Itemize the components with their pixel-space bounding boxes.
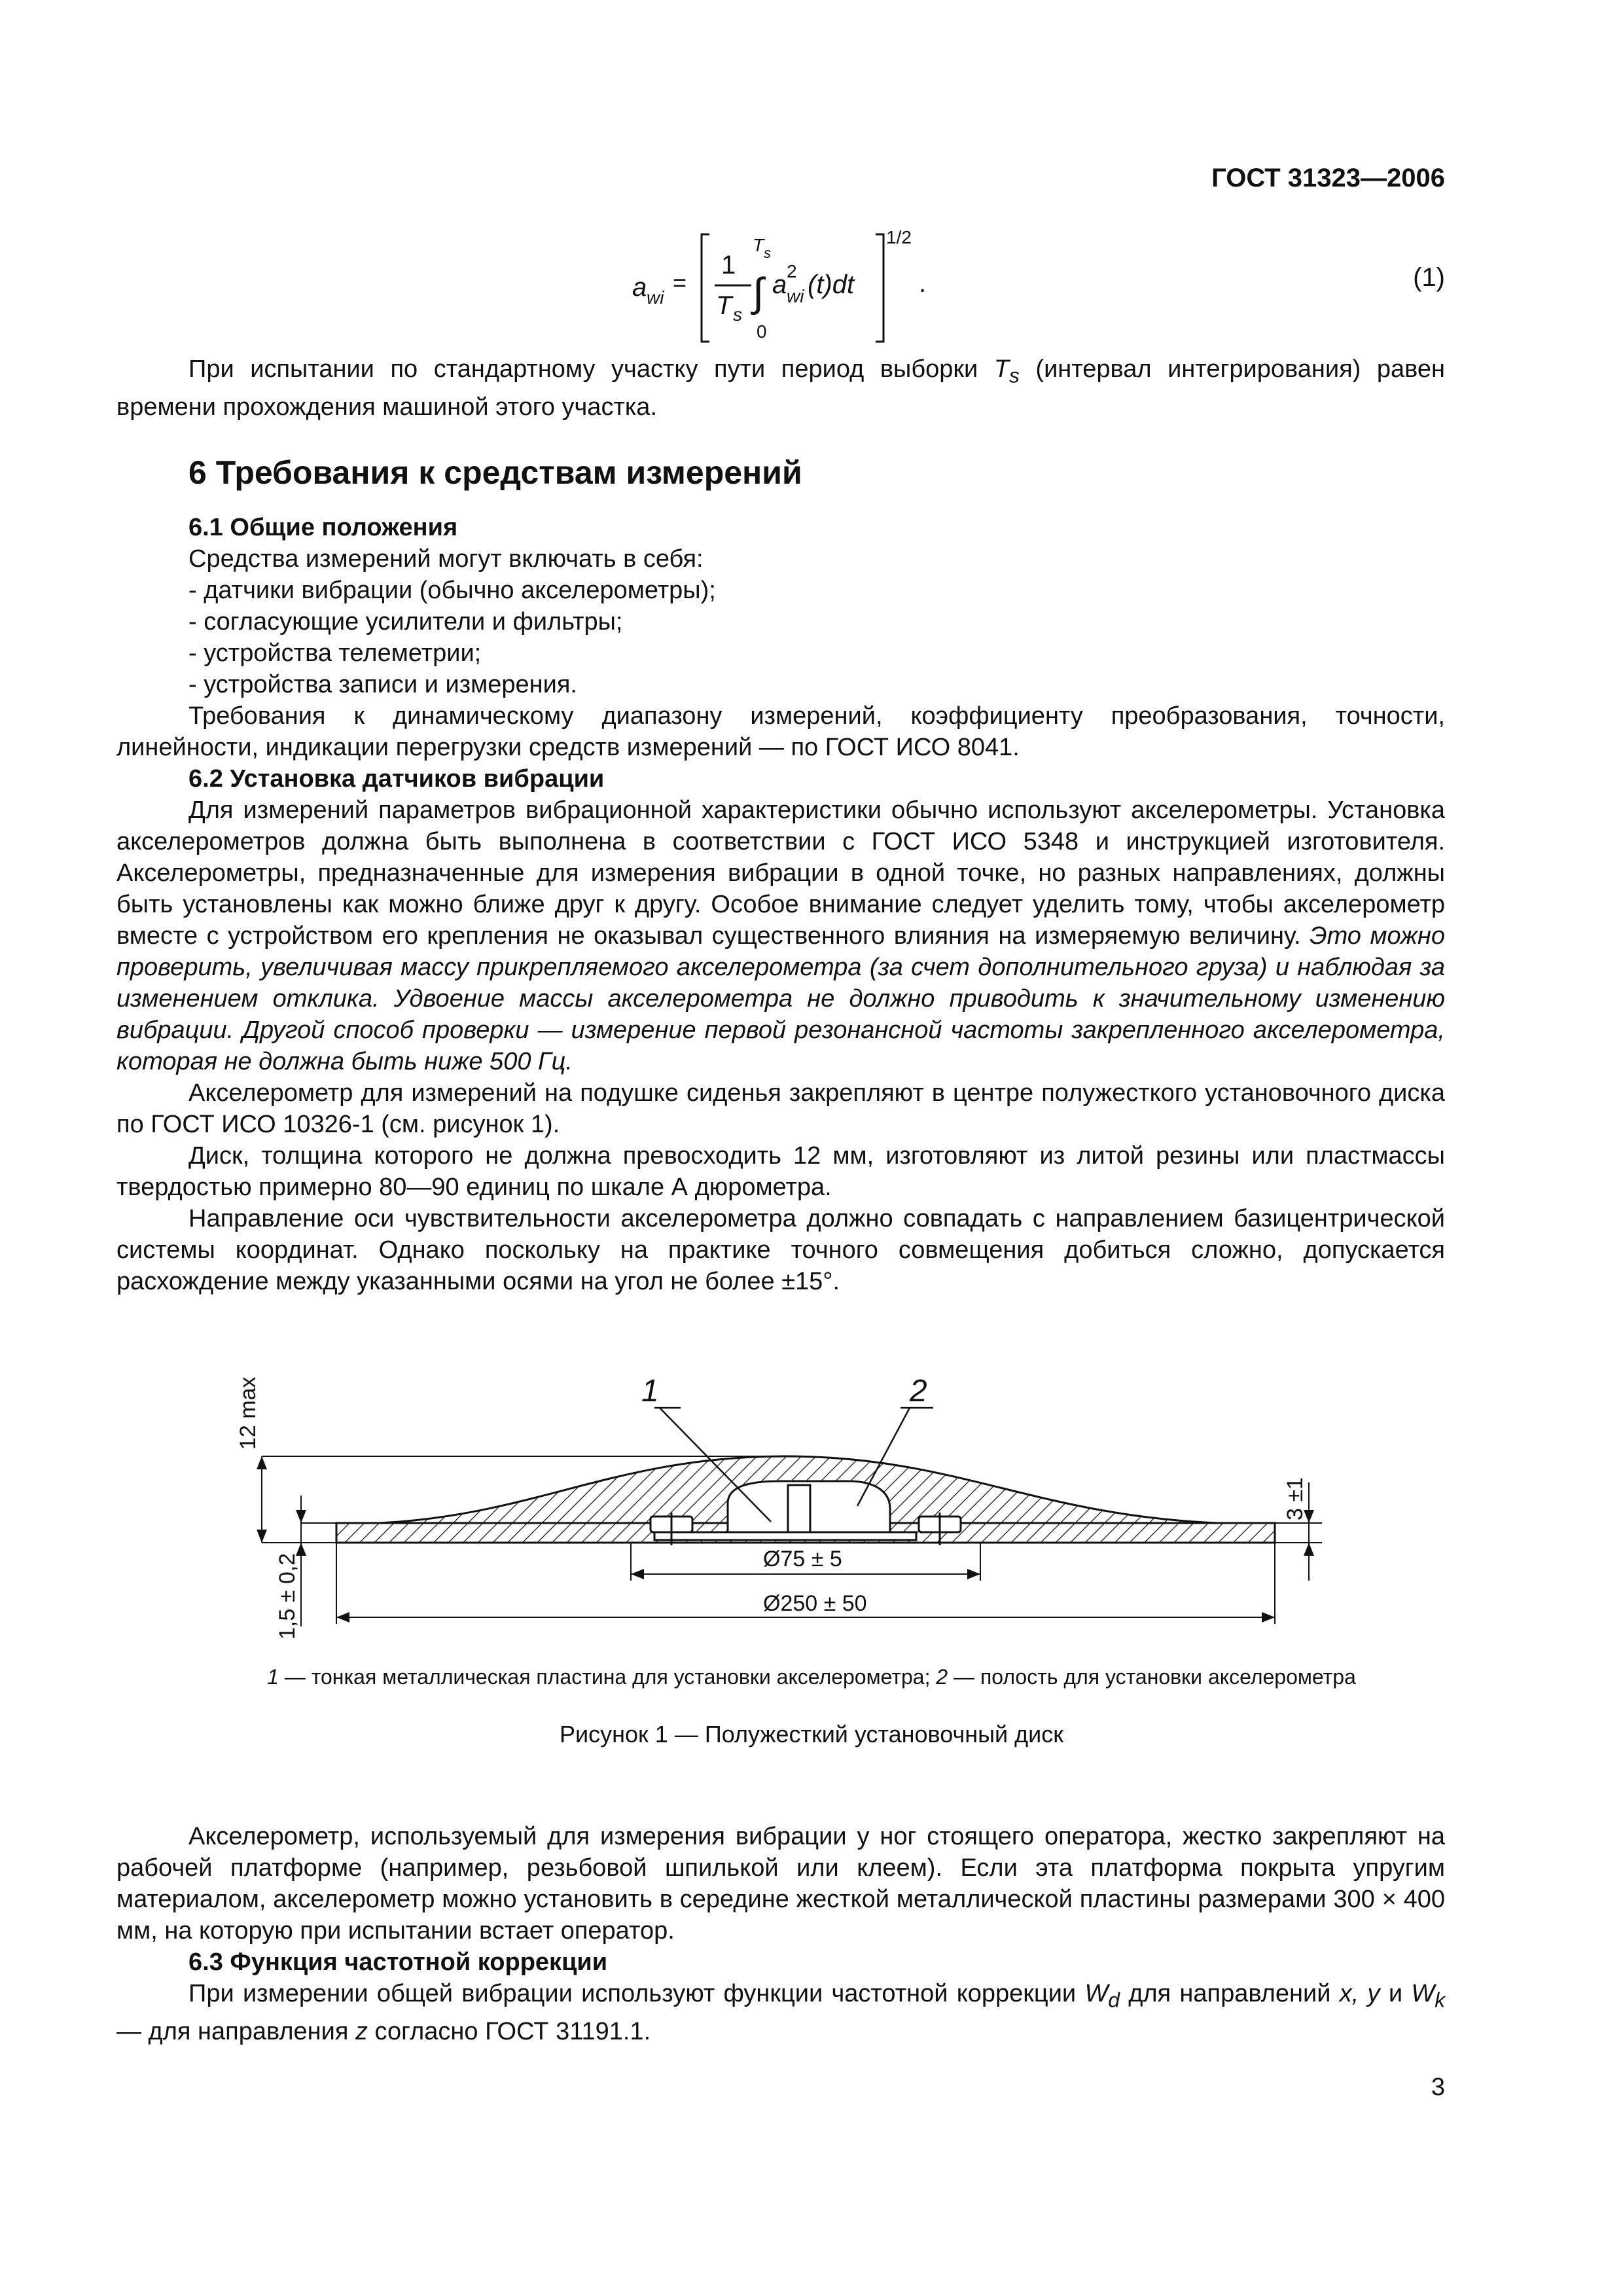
formula-den: T <box>716 291 732 320</box>
arrow <box>257 1456 267 1469</box>
dim-label-1-5: 1,5 ± 0,2 <box>275 1552 300 1640</box>
section-6-2-text-regular: Для измерений параметров вибрационной характеристики обычно используют акселерометры. Установка акселерометров должна быть выполнена в соответствии с ГОСТ ИСО 5348 и инструкцией изготовителя. Акселерометры, предназначенные для измерения вибрации в одной точке, но разных направлениях, должны быть установлены как можно ближе друг к другу. Особое внимание следует уделить тому, чтобы акселерометр вместе с устройством его крепления не оказывал существенного влияния на измеряемую величину. <box>116 796 1445 950</box>
section-6-title: 6 Требования к средствам измерений <box>188 454 802 491</box>
figure-label-1: 1 <box>641 1374 659 1408</box>
arrow <box>631 1569 644 1579</box>
formula-lhs-sub: wi <box>647 287 664 308</box>
list-item: - устройства записи и измерения. <box>188 670 577 698</box>
formula-left-bracket <box>702 234 709 342</box>
s63-Wk: W <box>1411 1980 1435 2007</box>
formula-equals: = <box>673 269 687 296</box>
legend-number-1: 1 <box>267 1665 279 1689</box>
figure-caption: Рисунок 1 — Полужесткий установочный диск <box>560 1721 1063 1748</box>
s63-text-d: — для направления <box>116 2017 355 2045</box>
formula-den-sub: s <box>733 304 742 325</box>
formula-integral-sign: ∫ <box>753 270 764 315</box>
intro-T: T <box>993 355 1010 383</box>
formula-1 <box>576 223 1440 353</box>
formula-integrand-sup: 2 <box>787 261 797 281</box>
dim-label-250: Ø250 ± 50 <box>763 1591 867 1616</box>
formula-lower-limit: 0 <box>757 321 767 342</box>
dim-label-12-max: 12 max <box>236 1376 260 1450</box>
s63-xy: x, y <box>1339 1980 1380 2007</box>
page-number: 3 <box>1431 2073 1445 2101</box>
legend-text-2: — полость для установки акселерометра <box>948 1665 1356 1689</box>
arrow <box>1304 1543 1314 1556</box>
intro-text-a: При испытании по стандартному участку пути период выборки <box>188 355 994 383</box>
section-6-2-paragraph-1 <box>116 795 1445 1077</box>
dim-label-3: 3 ±1 <box>1283 1477 1308 1520</box>
section-6-2-paragraph-4: Направление оси чувствительности акселерометра должно совпадать с направлением базицентрической системы координат. Однако поскольку на практике точного совмещения добиться сложно, допускается расхождение между указанными осями на угол не более ±15°. <box>116 1204 1445 1295</box>
s63-Wk-sub: k <box>1435 1988 1446 2012</box>
arrow <box>296 1510 306 1523</box>
intro-text-b: (интервал интегрирования) равен времени прохождения машиной этого участка. <box>116 355 1446 421</box>
document-header: ГОСТ 31323—2006 <box>1211 164 1445 192</box>
intro-T-sub: s <box>1009 363 1020 387</box>
formula-integrand-a: a <box>772 270 787 299</box>
s63-text-e: согласно ГОСТ 31191.1. <box>367 2017 651 2045</box>
formula-number: (1) <box>1413 263 1445 292</box>
s63-z: z <box>355 2017 368 2045</box>
section-6-1-intro: Средства измерений могут включать в себя: <box>188 545 704 573</box>
section-6-2-paragraph-2: Акселерометр для измерений на подушке сиденья закрепляют в центре полужесткого установочного диска по ГОСТ ИСО 10326-1 (см. рисунок 1). <box>116 1079 1445 1138</box>
figure-1-drawing <box>196 1365 1374 1653</box>
dim-label-75: Ø75 ± 5 <box>763 1547 842 1571</box>
metal-plate <box>654 1532 916 1540</box>
center-stud <box>788 1485 810 1532</box>
section-6-2-title: 6.2 Установка датчиков вибрации <box>188 764 605 793</box>
section-6-3-paragraph <box>116 1978 1445 2047</box>
legend-number-2: 2 <box>936 1665 948 1689</box>
formula-upper-limit-sub: s <box>764 245 771 261</box>
s63-text-b: для направлений <box>1119 1980 1340 2007</box>
arrow <box>336 1612 349 1623</box>
legend-text-1: — тонкая металлическая пластина для установки акселерометра; <box>278 1665 936 1689</box>
list-item: - согласующие усилители и фильтры; <box>188 607 623 636</box>
formula-right-bracket <box>876 234 883 342</box>
formula-integrand-sub: wi <box>787 286 804 306</box>
figure-label-2: 2 <box>910 1374 927 1408</box>
arrow <box>967 1569 980 1579</box>
section-6-1-paragraph: Требования к динамическому диапазону измерений, коэффициенту преобразования, точности, линейности, индикации перегрузки средств измерений — по ГОСТ ИСО 8041. <box>116 702 1445 761</box>
list-item: - устройства телеметрии; <box>188 639 482 667</box>
figure-legend <box>0 1661 1623 1693</box>
s63-text-a: При измерении общей вибрации используют функции частотной коррекции <box>188 1980 1085 2007</box>
text-block-before-figure <box>116 353 1445 1297</box>
section-6-2-paragraph-3: Диск, толщина которого не должна превосходить 12 мм, изготовляют из литой резины или пластмассы твердостью примерно 80—90 единиц по шкале А дюрометра. <box>116 1141 1445 1201</box>
section-6-1-title: 6.1 Общие положения <box>188 513 458 541</box>
arrow <box>1262 1612 1275 1623</box>
intro-paragraph <box>116 353 1445 423</box>
after-paragraph-1: Акселерометр, используемый для измерения вибрации у ног стоящего оператора, жестко закрепляют на рабочей платформе (например, резьбовой шпилькой или клеем). Если эта платформа покрыта упругим материалом, акселерометр можно установить в середине жесткой металлической пластины размерами 300 × 400 мм, на которую при испытании встает оператор. <box>116 1823 1445 1945</box>
formula-dot: . <box>919 269 927 298</box>
section-6-2-text-italic: Это можно проверить, увеличивая массу прикрепляемого акселерометра (за счет дополнительного груза) и наблюдая за изменением отклика. Удвоение массы акселерометра не должно приводить к значительному изменению вибрации. Другой способ проверки — измерение первой резонансной частоты закрепленного акселерометра, которая не должна быть ниже 500 Гц. <box>116 922 1445 1075</box>
section-6-3-title: 6.3 Функция частотной коррекции <box>188 1948 608 1976</box>
formula-upper-limit: T <box>753 235 764 255</box>
s63-Wd-sub: d <box>1108 1988 1120 2012</box>
formula-power: 1/2 <box>886 227 912 247</box>
formula-lhs: a <box>632 273 647 302</box>
arrow <box>257 1530 267 1543</box>
s63-text-c: и <box>1380 1980 1412 2007</box>
formula-integrand-rest: (t)dt <box>808 270 855 299</box>
s63-Wd: W <box>1084 1980 1109 2007</box>
list-item: - датчики вибрации (обычно акселерометры); <box>188 576 716 604</box>
formula-one: 1 <box>721 251 736 279</box>
text-block-after-figure <box>116 1821 1445 2047</box>
